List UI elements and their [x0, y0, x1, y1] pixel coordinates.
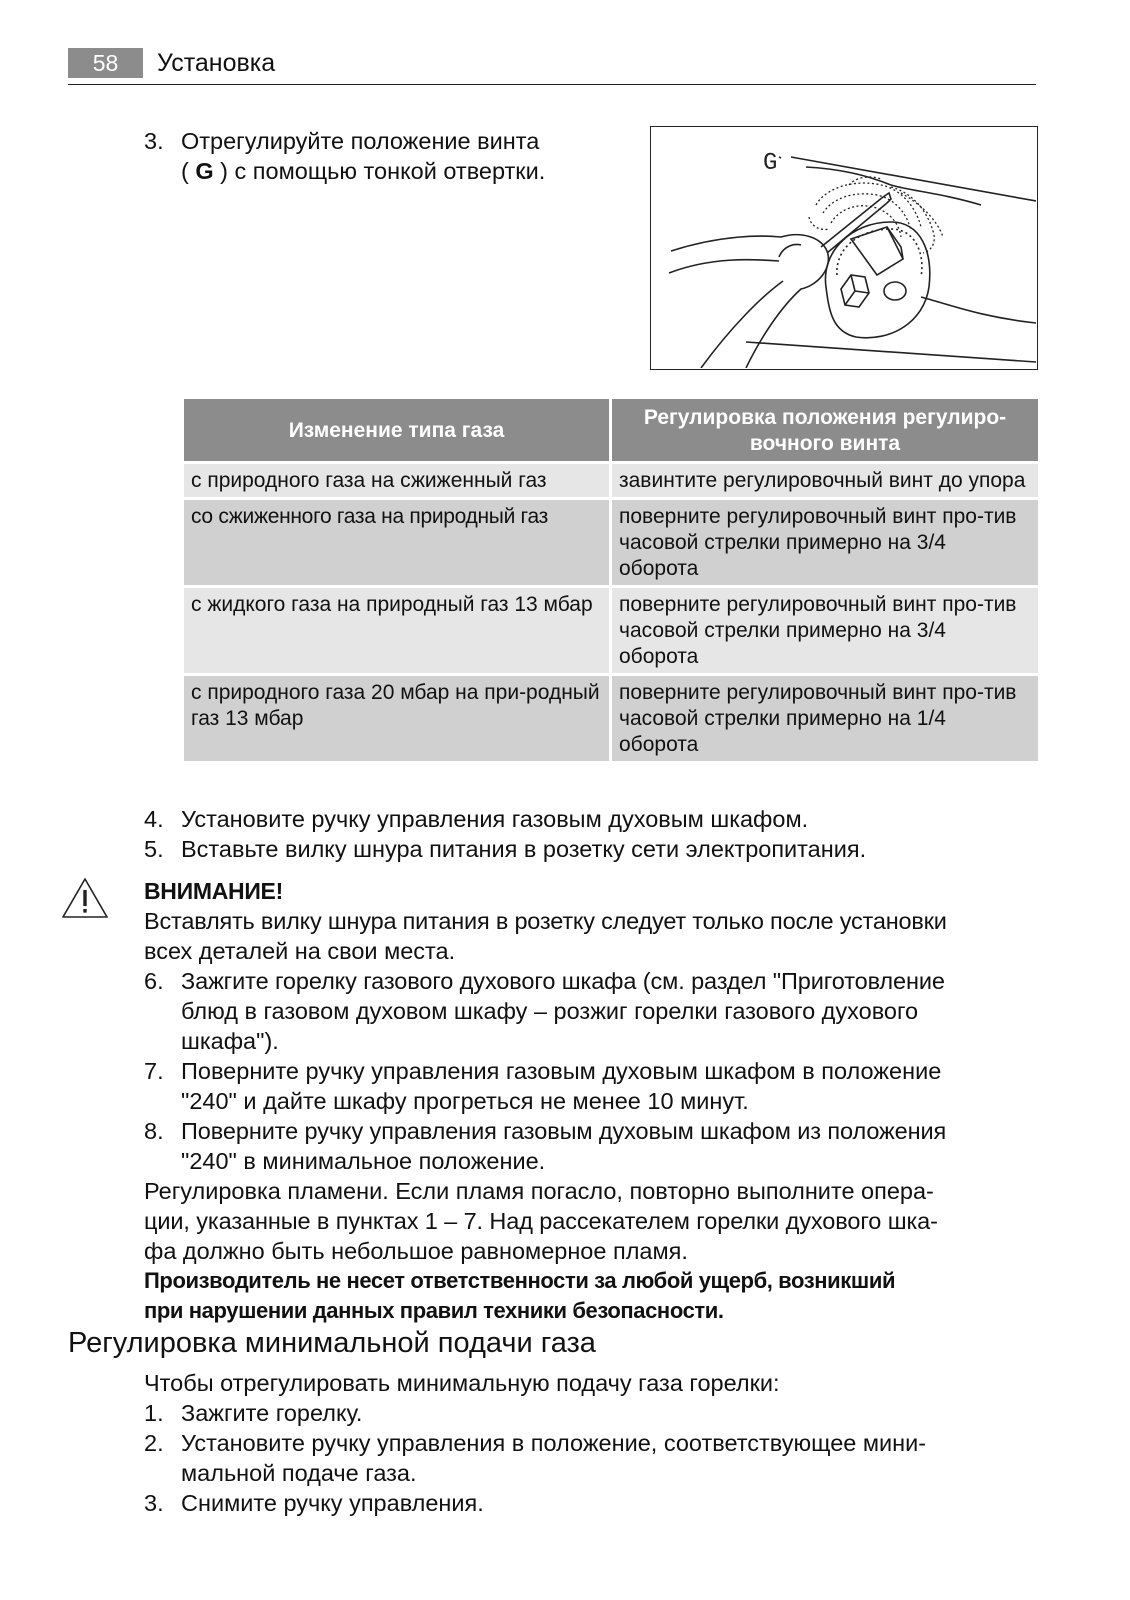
step-text: ( G ) с помощью тонкой отвертки.: [181, 158, 546, 184]
table-row: [183, 675, 1040, 763]
step-text: блюд в газовом духовом шкафу – розжиг горелки газового духового: [181, 998, 919, 1024]
flame-note: ции, указанные в пунктах 1 – 7. Над рассекателем горелки духового шка-: [144, 1208, 938, 1234]
step-number: 3.: [144, 1490, 164, 1516]
figure-label-g: G: [763, 150, 778, 177]
step-text: Поверните ручку управления газовым духовым шкафом из положения: [181, 1118, 947, 1144]
step-number: 1.: [144, 1400, 164, 1426]
step-number: 4.: [144, 806, 164, 832]
step-number: 5.: [144, 836, 164, 862]
step-number: 6.: [144, 968, 164, 994]
step-text: Зажгите горелку.: [181, 1400, 363, 1426]
flame-note: фа должно быть небольшое равномерное пламя.: [144, 1238, 688, 1264]
step-text: Снимите ручку управления.: [181, 1490, 484, 1516]
warning-text: Вставлять вилку шнура питания в розетку следует только после установки: [144, 908, 947, 934]
step-number: 3.: [144, 128, 164, 154]
section-heading: Регулировка минимальной подачи газа: [68, 1327, 596, 1359]
column-header-screw-adjustment: Регулировка положения регулиро- вочного винта: [611, 398, 1040, 463]
table-cell-action: завинтите регулировочный винт до упора: [611, 463, 1040, 499]
step-text: Установите ручку управления в положение, соответствующее мини-: [181, 1430, 927, 1456]
column-header-gas-type: Изменение типа газа: [183, 398, 611, 463]
step-number: 8.: [144, 1118, 164, 1144]
step-text: Установите ручку управления газовым духовым шкафом.: [181, 806, 809, 832]
warning-icon: [60, 876, 110, 920]
warning-title: ВНИМАНИЕ!: [144, 878, 283, 904]
table-cell-from: с жидкого газа на природный газ 13 мбар: [183, 587, 611, 675]
warning-text: всех деталей на свои места.: [144, 938, 456, 964]
section-title: Установка: [157, 49, 276, 77]
flame-note: Регулировка пламени. Если пламя погасло, повторно выполните опера-: [144, 1178, 934, 1204]
table-row: [183, 587, 1040, 675]
step-number: 7.: [144, 1058, 164, 1084]
table-cell-from: со сжиженного газа на природный газ: [183, 499, 611, 587]
screwdriver-illustration: [651, 127, 1036, 368]
liability-note: Производитель не несет ответственности за любой ущерб, возникший: [144, 1268, 896, 1293]
screw-adjustment-figure: [650, 126, 1038, 370]
table-cell-action: поверните регулировочный винт про-тив часовой стрелки примерно на 1/4 оборота: [611, 675, 1040, 763]
table-row: [183, 463, 1040, 499]
step-text: Зажгите горелку газового духового шкафа (см. раздел "Приготовление: [181, 968, 945, 994]
page-header: [68, 48, 1036, 85]
gas-conversion-table: [181, 396, 1041, 764]
step-text: Вставьте вилку шнура питания в розетку сети электропитания.: [181, 836, 867, 862]
step-text: мальной подаче газа.: [181, 1460, 417, 1486]
step-number: 2.: [144, 1430, 164, 1456]
step-text: шкафа").: [181, 1028, 279, 1054]
table-cell-from: с природного газа 20 мбар на при-родный газ 13 мбар: [183, 675, 611, 763]
table-cell-action: поверните регулировочный винт про-тив часовой стрелки примерно на 3/4 оборота: [611, 587, 1040, 675]
table-cell-from: с природного газа на сжиженный газ: [183, 463, 611, 499]
page-number: 58: [68, 48, 143, 78]
intro-text: Чтобы отрегулировать минимальную подачу газа горелки:: [144, 1370, 780, 1396]
step-text: "240" и дайте шкафу прогреться не менее 10 минут.: [181, 1088, 749, 1114]
step-text: Отрегулируйте положение винта: [181, 128, 540, 154]
liability-note: при нарушении данных правил техники безопасности.: [144, 1298, 724, 1323]
step-text: "240" в минимальное положение.: [181, 1148, 546, 1174]
screw-label-g: G: [195, 158, 214, 184]
table-row: [183, 499, 1040, 587]
table-cell-action: поверните регулировочный винт про-тив часовой стрелки примерно на 3/4 оборота: [611, 499, 1040, 587]
table-header-row: [183, 398, 1040, 463]
step-text: Поверните ручку управления газовым духовым шкафом в положение: [181, 1058, 942, 1084]
